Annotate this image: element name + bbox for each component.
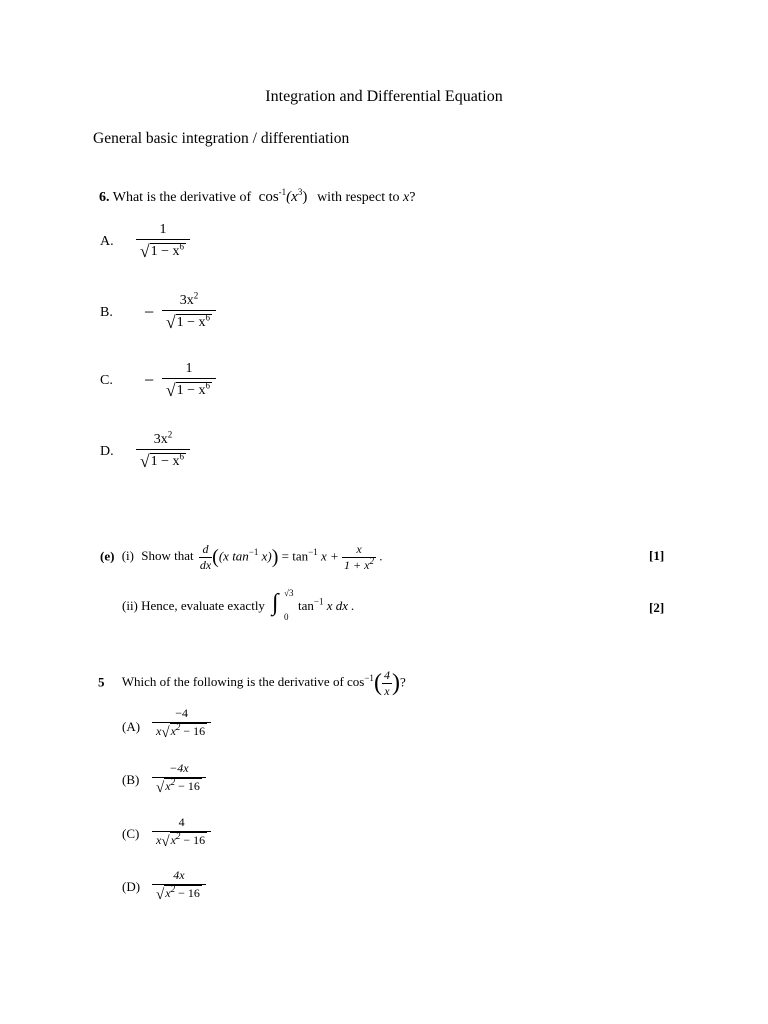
arg-sup: 3 — [297, 187, 303, 197]
option-label: (B) — [122, 772, 140, 787]
option-fraction: $\frac{-4x}{√x^2 - 16}$ — [152, 761, 206, 797]
option-c — [122, 815, 262, 857]
radicand-tail: − 16 — [175, 779, 200, 793]
lhs-close: x) — [258, 548, 272, 564]
option-a — [100, 222, 300, 272]
option-b — [100, 290, 300, 343]
denominator: $√1 - x^6$ — [136, 449, 190, 472]
question-expression — [259, 189, 311, 205]
option-label: (D) — [122, 879, 141, 894]
d-denominator: dx — [199, 558, 212, 572]
tan-sup: −1 — [248, 547, 259, 558]
rhs-tail: x + — [317, 548, 339, 564]
option-d — [122, 868, 262, 910]
question-e-part-i: (e) (i) Show that $\frac{d}{dx}$ ((x $\tan^{-1} x)) = \tan^{-1} x$ + $\frac{x}{1 + x^2}$ . — [100, 542, 383, 572]
numerator: 1 — [159, 222, 167, 237]
rhs-fraction — [342, 542, 376, 573]
question-6 — [99, 189, 415, 206]
option-label: A. — [100, 234, 114, 249]
question-var: x — [402, 190, 410, 205]
question-text: What is the derivative of — [112, 190, 252, 205]
integral-lower: 0 — [284, 612, 289, 622]
period: . — [379, 548, 383, 564]
option-b — [122, 761, 262, 803]
option-fraction — [136, 429, 190, 472]
question-number: 5 — [98, 674, 105, 690]
radicand-tail: − 16 — [175, 886, 200, 900]
page-title: Integration and Differential Equation — [265, 88, 503, 105]
question-label: (e) — [100, 548, 115, 564]
func-name: cos — [258, 189, 279, 205]
question-text-post: with respect to — [317, 190, 400, 205]
marks-part-ii: [2] — [649, 600, 665, 615]
option-fraction — [136, 222, 190, 262]
question-fraction-num: 4 — [383, 668, 390, 682]
den-prefix: x — [156, 724, 162, 738]
radicand-sup: 2 — [170, 777, 176, 787]
option-c — [100, 361, 300, 411]
radicand-sup: 2 — [175, 831, 181, 841]
den-prefix: x — [156, 833, 162, 847]
numerator: 1 — [185, 361, 193, 376]
numerator: 3x — [179, 293, 194, 308]
denominator: $√1 - x^6$ — [162, 378, 216, 401]
numerator: −4x — [169, 761, 189, 775]
radicand: x — [165, 886, 171, 900]
numerator: 4x — [173, 868, 185, 882]
option-a — [122, 706, 262, 748]
numerator: −4 — [175, 706, 188, 720]
func-sup: −1 — [364, 673, 374, 684]
numerator-sup: 2 — [193, 290, 199, 301]
part-text: Hence, evaluate exactly — [141, 598, 265, 613]
option-label: C. — [100, 373, 113, 388]
func-sup: -1 — [278, 187, 287, 197]
option-label: D. — [100, 444, 114, 459]
question-mark: ? — [399, 674, 406, 690]
option-fraction: $\frac{4}{x√x^2 - 16}$ — [152, 815, 211, 851]
option-fraction: $\frac{-4}{x√x^2 - 16}$ — [152, 706, 211, 742]
arg-open: (x — [286, 189, 298, 205]
question-number: 6. — [99, 190, 110, 205]
lhs-open: (x tan — [218, 548, 249, 564]
option-d — [100, 429, 300, 482]
option-fraction — [162, 290, 216, 333]
lhs-expression — [219, 548, 249, 563]
radicand-sup: 2 — [175, 722, 181, 732]
part-text: Show that — [141, 548, 194, 564]
rhs-denominator-sup: 2 — [369, 556, 374, 566]
d-numerator: d — [202, 542, 209, 556]
radicand: 1 − x — [176, 315, 206, 330]
section-heading: General basic integration / differentiation — [93, 130, 350, 147]
part-label: (i) — [121, 548, 134, 564]
integrand-tail: x dx . — [323, 598, 355, 613]
integrand: tan — [298, 598, 314, 613]
option-fraction — [162, 361, 216, 401]
derivative-operator — [199, 542, 212, 573]
numerator: 3x — [153, 432, 168, 447]
radicand-sup: 6 — [179, 451, 185, 462]
question-fraction-den: x — [382, 683, 392, 699]
rhs-numerator: x — [356, 542, 362, 556]
radicand-sup: 2 — [170, 884, 176, 894]
numerator-sup: 2 — [167, 429, 173, 440]
integrand-sup: −1 — [313, 596, 324, 607]
radicand: 1 − x — [150, 244, 180, 259]
option-label: (C) — [122, 826, 140, 841]
option-fraction: $\frac{4x}{√x^2 - 16}$ — [152, 868, 206, 904]
radicand: x — [170, 724, 176, 738]
marks-part-i: [1] — [649, 548, 665, 563]
rhs-tan-sup: −1 — [308, 547, 318, 558]
radicand-sup: 6 — [205, 380, 211, 391]
radicand: 1 − x — [176, 383, 206, 398]
numerator: 4 — [178, 815, 185, 829]
question-text: Which of the following is the derivative of cos — [121, 674, 365, 690]
denominator: $√1 - x^6$ — [162, 310, 216, 333]
integral-sign-icon: ∫ — [272, 590, 279, 616]
radicand-sup: 6 — [179, 241, 185, 252]
question-fraction — [382, 668, 392, 699]
integral-expression — [272, 590, 392, 626]
radicand-tail: − 16 — [180, 724, 206, 738]
option-label: (A) — [122, 719, 141, 734]
rhs-denominator: 1 + x — [344, 558, 370, 572]
option-sign: − — [144, 370, 155, 390]
question-5: 5 Which of the following is the derivative of $\cos^{-1}$( $\frac{4}{x}$ )? — [98, 668, 406, 698]
option-label: B. — [100, 305, 113, 320]
radicand: 1 − x — [150, 454, 180, 469]
integral-upper: √3 — [284, 588, 294, 598]
rhs-equals: = tan — [281, 548, 309, 564]
denominator: $√1 - x^6$ — [136, 239, 190, 262]
radicand-tail: − 16 — [180, 833, 206, 847]
radicand: x — [165, 779, 171, 793]
arg-close: ) — [302, 189, 308, 205]
radicand: x — [170, 833, 176, 847]
radicand-sup: 6 — [205, 312, 211, 323]
question-e-part-ii — [122, 598, 265, 614]
part-label: (ii) — [122, 598, 138, 613]
option-sign: − — [144, 302, 155, 322]
question-mark: ? — [409, 190, 416, 205]
